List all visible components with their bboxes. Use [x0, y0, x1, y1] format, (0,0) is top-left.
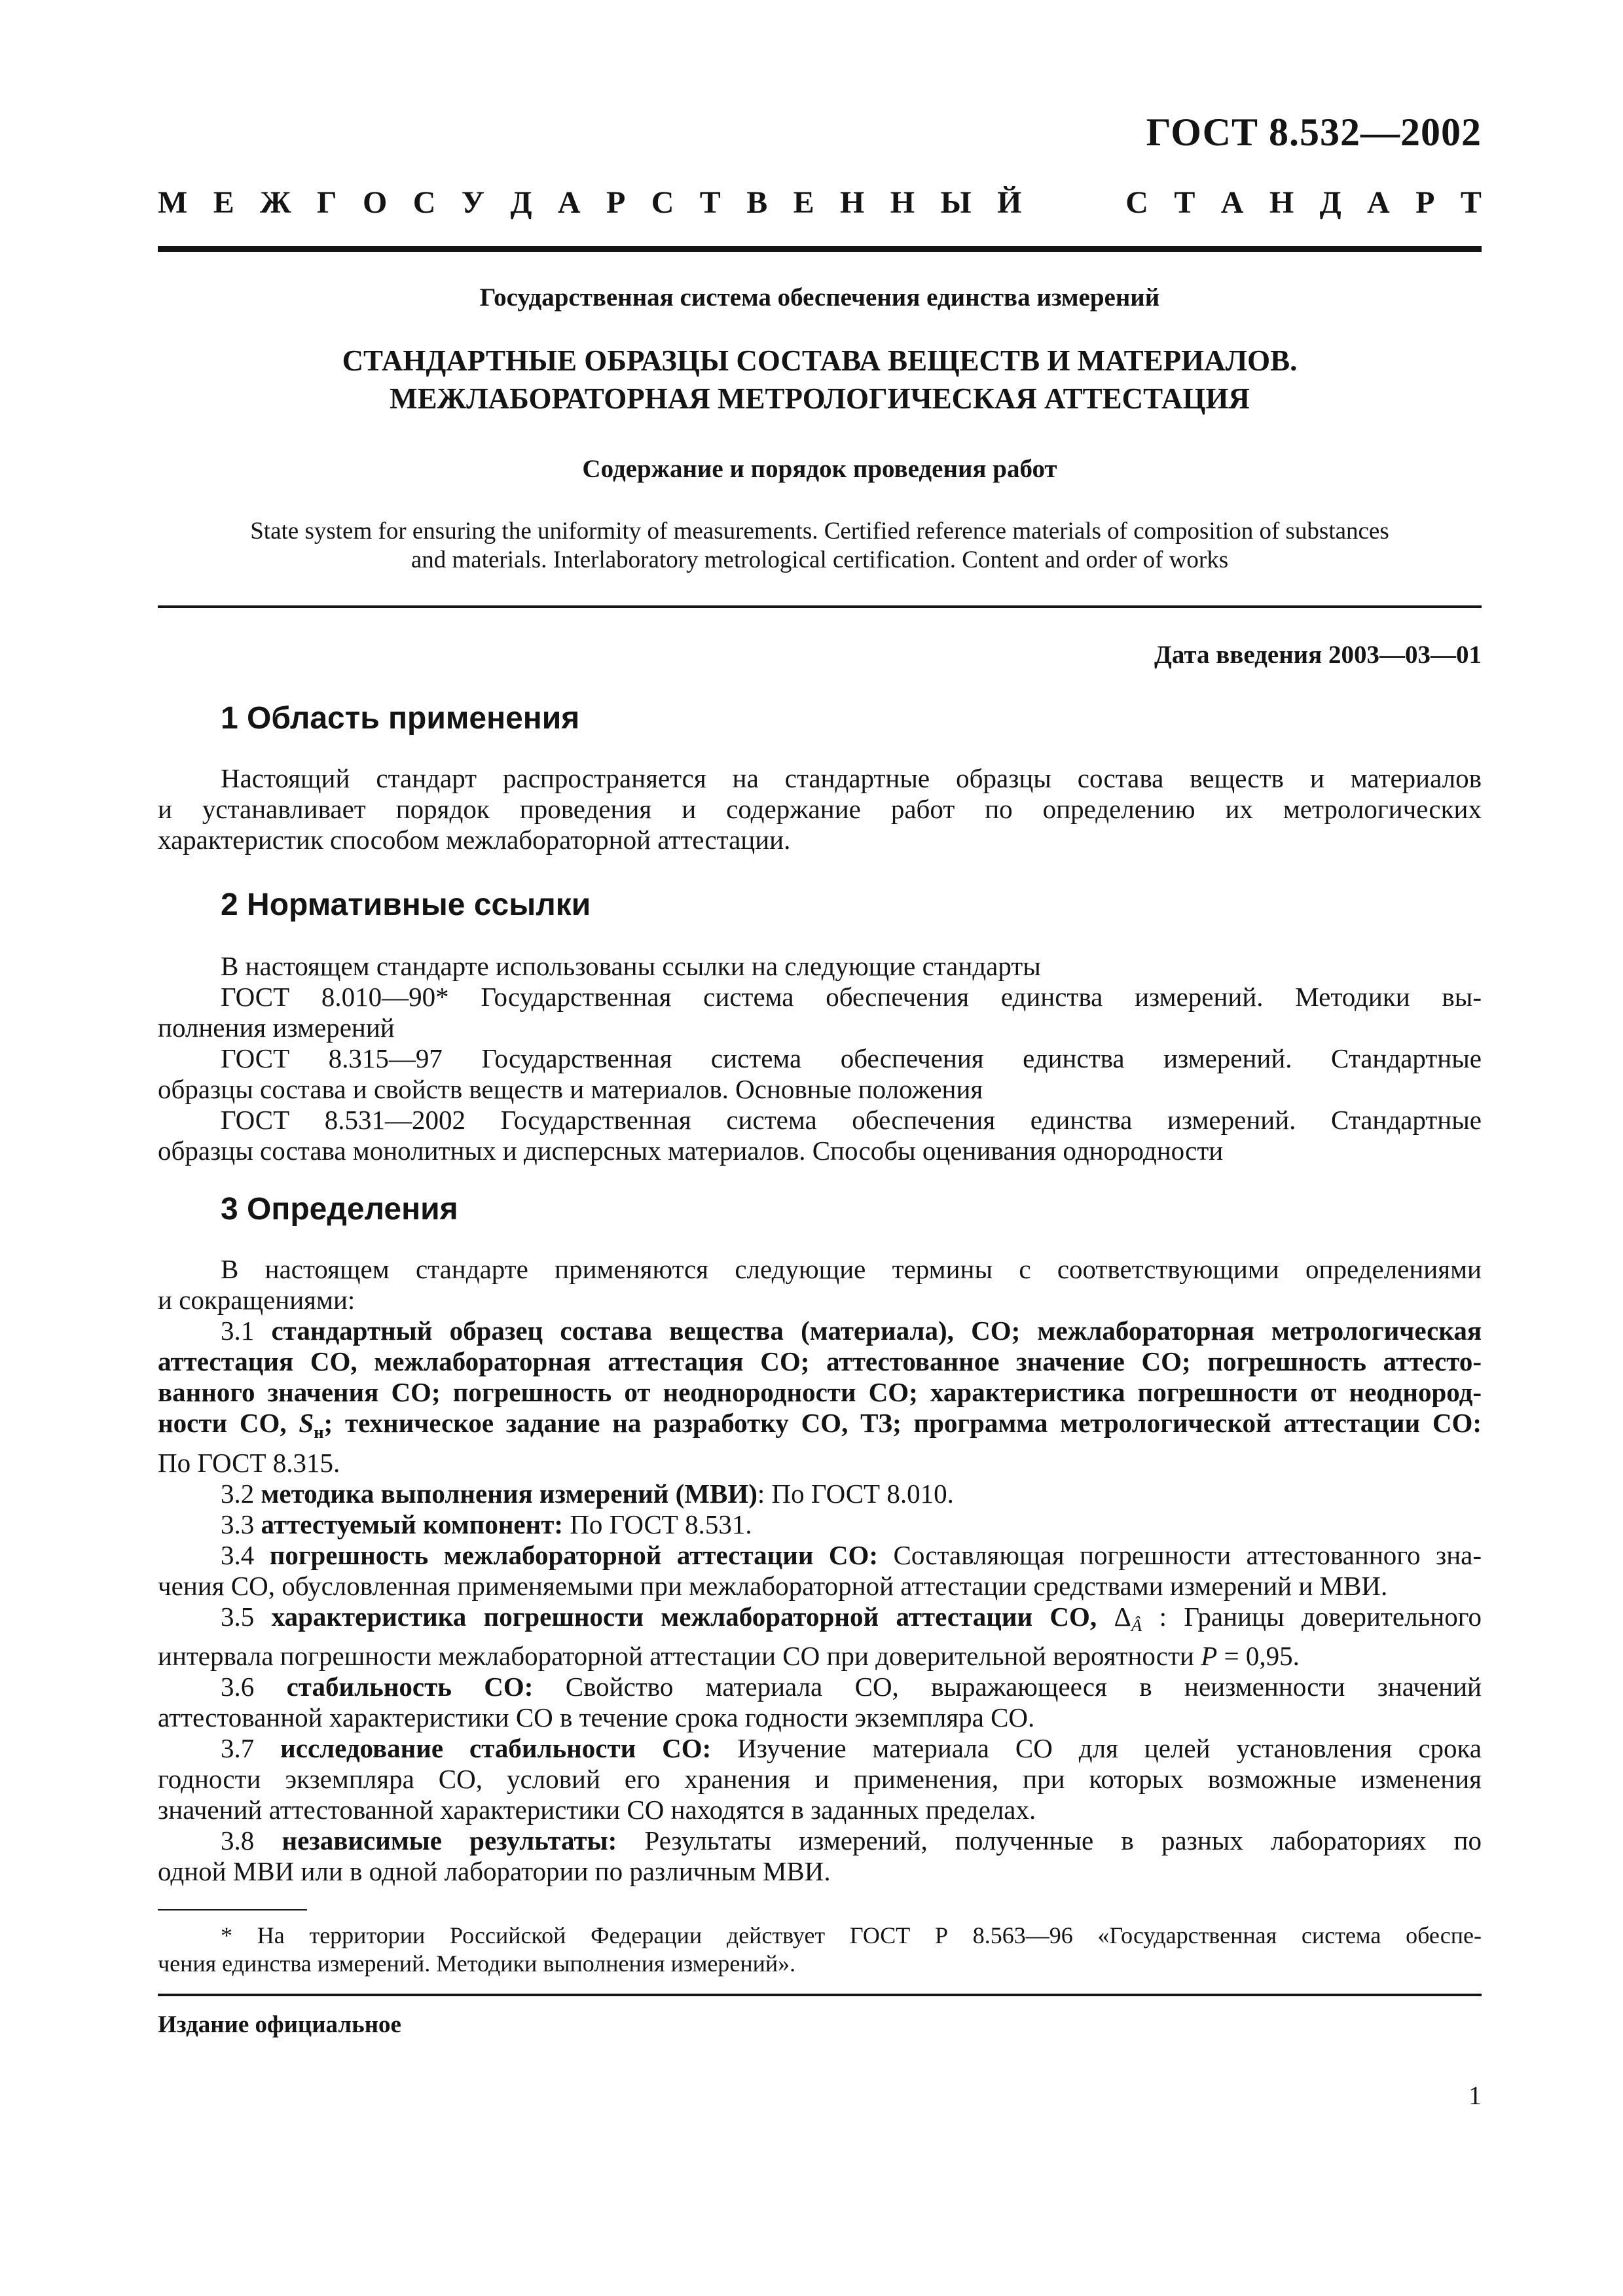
standard-title [158, 342, 1482, 418]
banner-letter: С [651, 185, 674, 220]
definition-term: ности СО, [158, 1408, 299, 1438]
section-heading-references: 2 Нормативные ссылки [221, 888, 591, 922]
footnote-line: чения единства измерений. Методики выполнения измерений». [158, 1950, 796, 1977]
definition-3-1-line: ванного значения СО; погрешность от неоднородности СО; характеристика погрешности от неоднород- [158, 1377, 1482, 1407]
definition-number: 3.4 [221, 1540, 255, 1571]
section-heading-definitions: 3 Определения [221, 1192, 458, 1227]
text-line: В настоящем стандарте применяются следующие термины с соответствующими определениями [221, 1254, 1482, 1284]
definition-3-7-line: годности экземпляра СО, условий его хранения и применения, при которых возможные изменения [158, 1764, 1482, 1795]
definition-3-3-line [158, 1509, 1482, 1540]
definition-term: стабильность СО: [286, 1672, 534, 1702]
text-line: В настоящем стандарте использованы ссылки на следующие стандарты [221, 951, 1041, 981]
definition-text: Результаты измерений, полученные в разных лабораториях по [617, 1825, 1482, 1856]
gost-code: ГОСТ 8.532—2002 [1146, 111, 1482, 154]
reference-line: ГОСТ 8.315—97 Государственная система обеспечения единства измерений. Стандартные [221, 1043, 1482, 1073]
document-page [158, 0, 1482, 2296]
banner-letter: Д [1319, 185, 1341, 220]
banner-letter: Н [840, 185, 865, 220]
banner-letter: Т [1174, 185, 1195, 220]
banner-letter: О [362, 185, 388, 220]
footnote-divider [158, 1909, 307, 1910]
banner-letter: В [746, 185, 768, 220]
definition-term: характеристика погрешности межлабораторной аттестации СО, [271, 1602, 1097, 1632]
definition-number: 3.7 [221, 1733, 255, 1764]
banner-letter: А [557, 185, 581, 220]
definition-3-7-line [158, 1733, 1482, 1764]
banner-word-gap [1048, 185, 1100, 221]
definition-text: интервала погрешности межлабораторной аттестации СО при доверительной вероятности [158, 1641, 1201, 1672]
definition-3-5-line [158, 1602, 1482, 1641]
definition-text: Составляющая погрешности аттестованного зна- [878, 1540, 1482, 1571]
interstate-standard-banner [158, 185, 1482, 221]
delta-symbol: Δ [1114, 1602, 1131, 1632]
banner-letter: М [158, 185, 188, 220]
definition-3-2-line [158, 1479, 1482, 1509]
banner-letter: Д [510, 185, 532, 220]
definition-3-5-line [158, 1641, 1482, 1672]
definition-3-1-line [158, 1316, 1482, 1346]
definition-3-4-line [158, 1540, 1482, 1571]
banner-letter: Т [699, 185, 721, 220]
definition-term: погрешность межлабораторной аттестации СО: [269, 1540, 879, 1571]
definition-term: аттестуемый компонент: [261, 1509, 564, 1540]
banner-letter: А [1367, 185, 1390, 220]
system-title: Государственная система обеспечения единства измерений [479, 283, 1160, 312]
banner-letter: Г [317, 185, 337, 220]
standard-title-line: СТАНДАРТНЫЕ ОБРАЗЦЫ СОСТАВА ВЕЩЕСТВ И МАТЕРИАЛОВ. [342, 344, 1298, 377]
definition-term: методика выполнения измерений (МВИ) [261, 1479, 757, 1509]
page-number: 1 [1468, 2081, 1482, 2110]
banner-letter: Е [793, 185, 814, 220]
definition-3-8-line: одной МВИ или в одной лаборатории по различным МВИ. [158, 1856, 831, 1887]
banner-letter: А [1220, 185, 1244, 220]
definition-3-8-line [158, 1825, 1482, 1856]
standard-title-line: МЕЖЛАБОРАТОРНАЯ МЕТРОЛОГИЧЕСКАЯ АТТЕСТАЦИЯ [390, 382, 1250, 415]
reference-line: ГОСТ 8.531—2002 Государственная система обеспечения единства измерений. Стандартные [221, 1105, 1482, 1135]
definition-term: ; техническое задание на разработку СО, ТЗ; программа метрологической аттестации СО: [323, 1408, 1482, 1438]
footnote [158, 1922, 1482, 1978]
definition-number: 3.6 [221, 1672, 255, 1702]
banner-letter: У [461, 185, 485, 220]
definition-number: 3.8 [221, 1825, 255, 1856]
introduction-date: Дата введения 2003—03—01 [1154, 641, 1482, 669]
banner-letter: Р [606, 185, 626, 220]
banner-letter: Й [997, 185, 1022, 220]
definition-text: = 0,95. [1217, 1641, 1300, 1672]
definition-text: Свойство материала СО, выражающееся в неизменности значений [533, 1672, 1482, 1702]
symbol-p: P [1201, 1641, 1218, 1672]
definition-3-1-line: По ГОСТ 8.315. [158, 1448, 340, 1479]
reference-line: образцы состава и свойств веществ и материалов. Основные положения [158, 1074, 983, 1104]
section-scope-text [158, 763, 1482, 855]
definition-term: независимые результаты: [282, 1825, 617, 1856]
section-definitions-text [158, 1254, 1482, 1887]
english-title [158, 517, 1482, 575]
definition-3-1-line: аттестация СО, межлабораторная аттестация СО; аттестованное значение СО; погрешность аттесто- [158, 1346, 1482, 1376]
banner-letter: Р [1415, 185, 1435, 220]
definition-text: : Границы доверительного [1142, 1602, 1482, 1632]
banner-letter: Ж [260, 185, 291, 220]
english-title-line: State system for ensuring the uniformity of measurements. Certified reference materials of composition of substances [250, 518, 1389, 545]
definition-text: Изучение материала СО для целей установления срока [711, 1733, 1482, 1764]
reference-line: ГОСТ 8.010—90* Государственная система обеспечения единства измерений. Методики вы- [221, 982, 1482, 1012]
banner-letter: Н [1269, 185, 1294, 220]
text-line: и сокращениями: [158, 1285, 356, 1315]
text-line: и устанавливает порядок проведения и содержание работ по определению их метрологических [158, 794, 1482, 824]
definition-text: : По ГОСТ 8.010. [757, 1479, 954, 1509]
definition-term: исследование стабильности СО: [280, 1733, 712, 1764]
text-line: характеристик способом межлабораторной аттестации. [158, 825, 791, 855]
footnote-line: * На территории Российской Федерации действует ГОСТ Р 8.563—96 «Государственная система обеспе- [221, 1922, 1482, 1948]
symbol-s: S [299, 1408, 314, 1438]
banner-letter: Н [890, 185, 915, 220]
definition-3-6-line: аттестованной характеристики СО в течение срока годности экземпляра СО. [158, 1702, 1035, 1733]
title-divider [158, 605, 1482, 608]
definition-number: 3.3 [221, 1509, 255, 1540]
banner-letter: Е [213, 185, 234, 220]
definition-number: 3.2 [221, 1479, 255, 1509]
banner-letter: С [1125, 185, 1148, 220]
standard-subtitle: Содержание и порядок проведения работ [582, 455, 1057, 483]
section-heading-scope: 1 Область применения [221, 701, 580, 736]
definition-3-6-line [158, 1672, 1482, 1702]
definition-number: 3.1 [221, 1316, 255, 1346]
definition-3-4-line: чения СО, обусловленная применяемыми при межлабораторной аттестации средствами измерений и МВИ. [158, 1571, 1388, 1602]
definition-number: 3.5 [221, 1602, 255, 1632]
definition-3-1-line [158, 1408, 1482, 1448]
section-references-text [158, 951, 1482, 1166]
english-title-line: and materials. Interlaboratory metrological certification. Content and order of works [410, 547, 1229, 573]
reference-line: полнения измерений [158, 1013, 395, 1043]
reference-line: образцы состава монолитных и дисперсных материалов. Способы оценивания однородности [158, 1136, 1224, 1166]
header-divider [158, 246, 1482, 252]
banner-letter: Ы [940, 185, 972, 220]
definition-term: стандартный образец состава вещества (материала), СО; межлабораторная метрологическая [271, 1316, 1482, 1346]
symbol-subscript: н [314, 1422, 324, 1443]
footer-divider [158, 1994, 1482, 1996]
delta-subscript: Â [1131, 1615, 1142, 1636]
banner-letter: С [412, 185, 436, 220]
banner-letter: Т [1460, 185, 1482, 220]
official-edition-label: Издание официальное [158, 2011, 401, 2038]
definition-text: По ГОСТ 8.531. [563, 1509, 752, 1540]
definition-3-7-line: значений аттестованной характеристики СО находятся в заданных пределах. [158, 1795, 1036, 1825]
text-line: Настоящий стандарт распространяется на стандартные образцы состава веществ и материалов [221, 763, 1482, 793]
